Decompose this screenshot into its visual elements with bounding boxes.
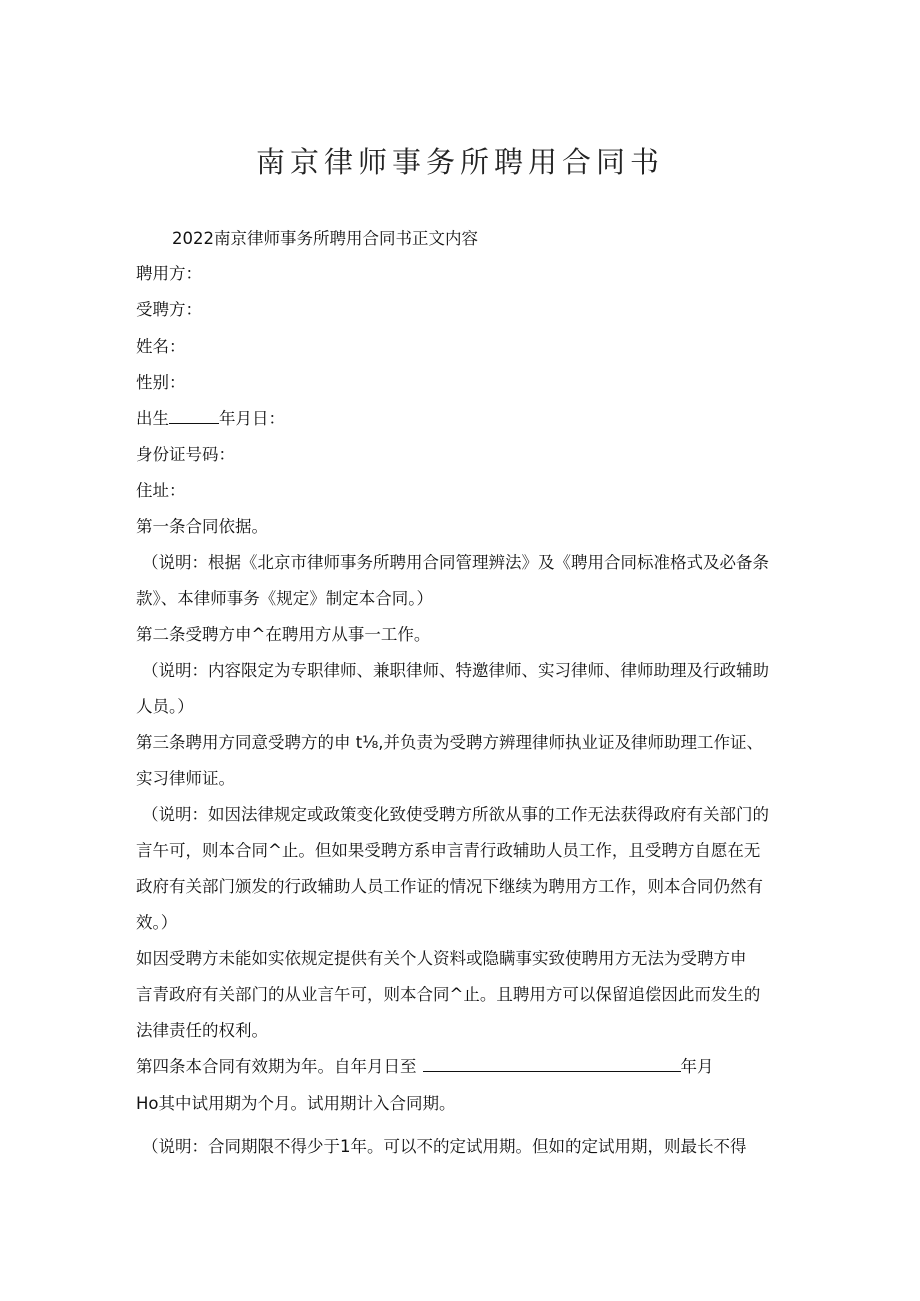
article-1-note-line-1: （说明：根据《北京市律师事务所聘用合同管理辨法》及《聘用合同标准格式及必备条 — [142, 553, 769, 572]
article-3-note-line-3: 政府有关部门颁发的行政辅助人员工作证的情况下继续为聘用方工作，则本合同仍然有 — [136, 877, 763, 896]
birth-label: 出生 — [136, 409, 169, 428]
name-field: 姓名： — [136, 337, 186, 356]
article-1-note-line-2: 款》、本律师事务《规定》制定本合同。） — [136, 589, 433, 608]
article-4-end-date-blank — [423, 1057, 681, 1072]
article-4-line-1 — [136, 1057, 786, 1077]
article-3-line-1: 第三条聘用方同意受聘方的申 t⅛,并负责为受聘方辨理律师执业证及律师助理工作证、 — [136, 733, 763, 752]
document-title: 南京律师事务所聘用合同书 — [255, 145, 664, 179]
subtitle-line: 2022南京律师事务所聘用合同书正文内容 — [172, 229, 478, 248]
birth-date-label: 年月日： — [219, 409, 285, 428]
employer-field: 聘用方： — [136, 264, 202, 283]
article-3-note-line-1: （说明：如因法律规定或政策变化致使受聘方所欲从事的工作无法获得政府有关部门的 — [142, 805, 769, 824]
article-3-note-line-4: 效。） — [136, 913, 178, 932]
article-3-extra-line-1: 如因受聘方未能如实依规定提供有关个人资料或隐瞒事实致使聘用方无法为受聘方申 — [136, 949, 747, 968]
article-4-line-2: Ho其中试用期为个月。试用期计入合同期。 — [136, 1094, 456, 1113]
article-2-note-line-2: 人员。） — [136, 697, 194, 716]
article-1-heading: 第一条合同依据。 — [136, 517, 268, 536]
article-4-term-text: 第四条本合同有效期为年。自年月日至 — [136, 1057, 417, 1076]
article-4-year-month-label: 年月 — [680, 1057, 714, 1076]
birth-date-field — [136, 409, 786, 429]
article-2-note-line-1: （说明：内容限定为专职律师、兼职律师、特邀律师、实习律师、律师助理及行政辅助 — [142, 661, 769, 680]
article-3-extra-line-2: 言青政府有关部门的从业言午可，则本合同^止。且聘用方可以保留追偿因此而发生的 — [136, 985, 761, 1004]
employee-field: 受聘方： — [136, 300, 202, 319]
article-3-extra-line-3: 法律责任的权利。 — [136, 1021, 268, 1040]
article-4-note-line-1: （说明：合同期限不得少于1年。可以不的定试用期。但如的定试用期，则最长不得 — [142, 1137, 747, 1156]
article-3-line-2: 实习律师证。 — [136, 769, 235, 788]
article-3-note-line-2: 言午可，则本合同^止。但如果受聘方系申言青行政辅助人员工作，且受聘方自愿在无 — [136, 841, 761, 860]
gender-field: 性别： — [136, 373, 186, 392]
id-number-field: 身份证号码： — [136, 445, 235, 464]
address-field: 住址： — [136, 481, 186, 500]
article-2-heading: 第二条受聘方申^在聘用方从事一工作。 — [136, 625, 431, 644]
birth-blank — [169, 409, 219, 424]
